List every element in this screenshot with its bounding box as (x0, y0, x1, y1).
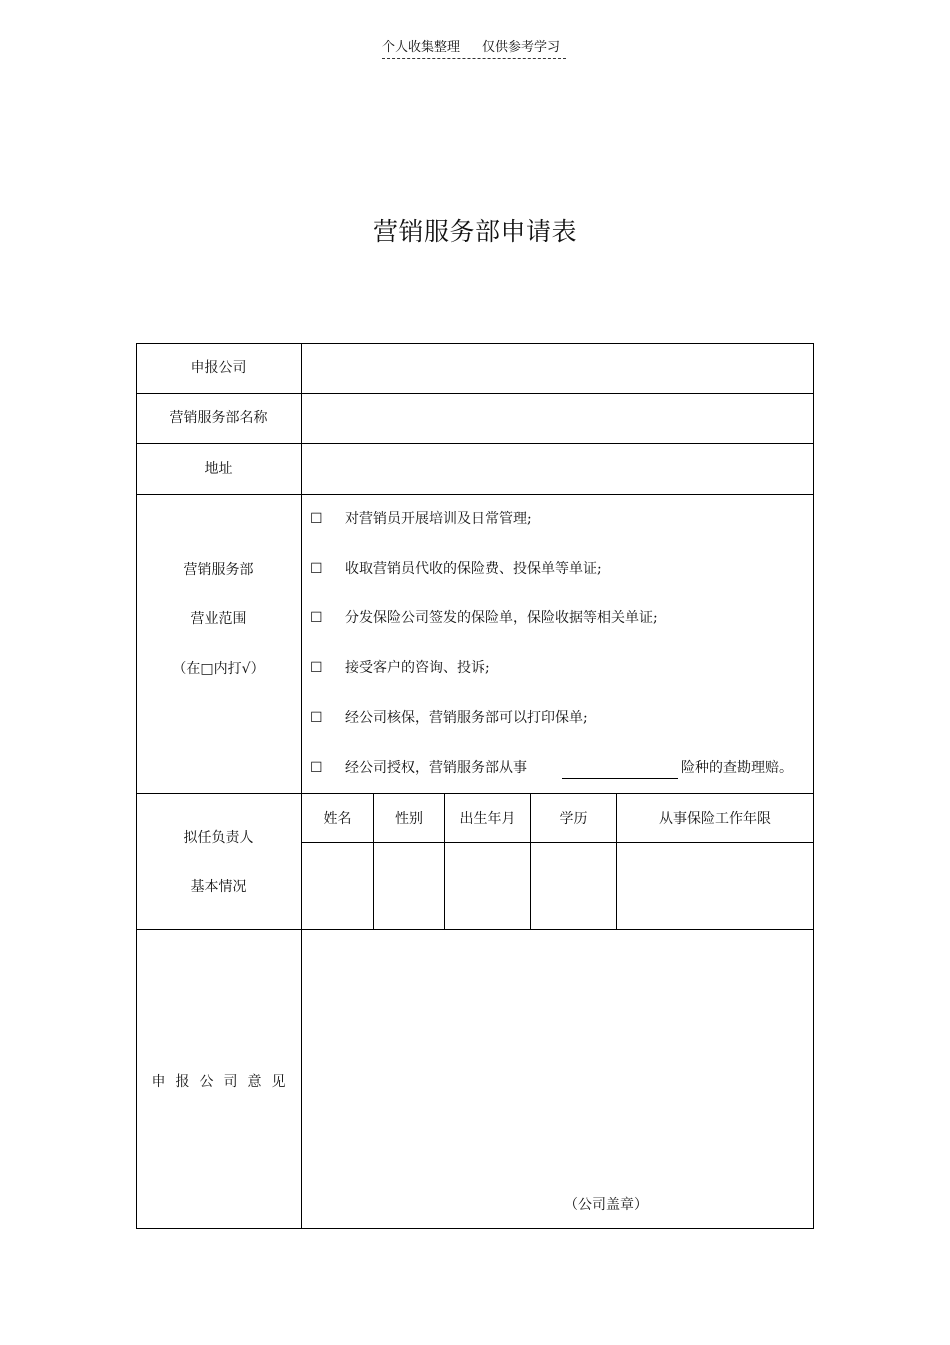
page-title: 营销服务部申请表 (372, 217, 577, 246)
address-label: 地址 (204, 461, 233, 477)
claim-scope-blank[interactable] (562, 778, 678, 779)
manager-birth-field[interactable] (445, 843, 530, 929)
applicant-company-label: 申报公司 (190, 360, 247, 376)
manager-label-line2: 基本情况 (190, 879, 247, 895)
scope-label-line2: 营业范围 (190, 611, 247, 627)
scope-checkbox-3[interactable]: ☐ (310, 610, 323, 626)
scope-item-1: 对营销员开展培训及日常管理; (345, 511, 532, 527)
table-border-right (813, 343, 814, 1229)
page-header (382, 38, 566, 59)
manager-gender-field[interactable] (374, 843, 444, 929)
dept-name-field[interactable] (302, 394, 813, 443)
opinion-field[interactable] (302, 930, 813, 1180)
scope-checkbox-1[interactable]: ☐ (310, 511, 323, 527)
col-header-experience: 从事保险工作年限 (659, 811, 771, 827)
header-left-text: 个人收集整理 (382, 40, 461, 55)
scope-checkbox-5[interactable]: ☐ (310, 710, 323, 726)
col-header-gender: 性别 (395, 811, 423, 827)
manager-experience-field[interactable] (617, 843, 813, 929)
manager-label-line1: 拟任负责人 (183, 830, 254, 846)
col-header-education: 学历 (559, 811, 588, 827)
row-divider (136, 494, 814, 495)
scope-label-line1: 营销服务部 (183, 562, 254, 578)
applicant-company-field[interactable] (302, 344, 813, 393)
scope-item-6-suffix: 险种的查勘理赔。 (681, 760, 793, 776)
manager-education-field[interactable] (531, 843, 616, 929)
scope-checkbox-6[interactable]: ☐ (310, 760, 323, 776)
address-field[interactable] (302, 444, 813, 494)
scope-item-5: 经公司核保，营销服务部可以打印保单; (345, 710, 588, 726)
scope-item-4: 接受客户的咨询、投诉; (345, 660, 490, 676)
row-divider (136, 793, 814, 794)
col-header-birth: 出生年月 (459, 811, 516, 827)
scope-label-line3: （在□内打√） (172, 661, 265, 677)
scope-checkbox-2[interactable]: ☐ (310, 561, 323, 577)
scope-item-3: 分发保险公司签发的保险单，保险收据等相关单证; (345, 610, 658, 626)
dept-name-label: 营销服务部名称 (169, 410, 268, 426)
scope-checkbox-4[interactable]: ☐ (310, 660, 323, 676)
opinion-label: 申报公司意见 (151, 1074, 296, 1090)
application-form-table (136, 343, 814, 1229)
table-border-bottom (136, 1228, 814, 1229)
company-seal-text: （公司盖章） (564, 1197, 648, 1213)
scope-item-2: 收取营销员代收的保险费、投保单等单证; (345, 561, 602, 577)
header-right-text: 仅供参考学习 (482, 40, 561, 55)
col-header-name: 姓名 (323, 811, 352, 827)
manager-name-field[interactable] (302, 843, 373, 929)
scope-item-6: 经公司授权，营销服务部从事 (345, 760, 527, 776)
